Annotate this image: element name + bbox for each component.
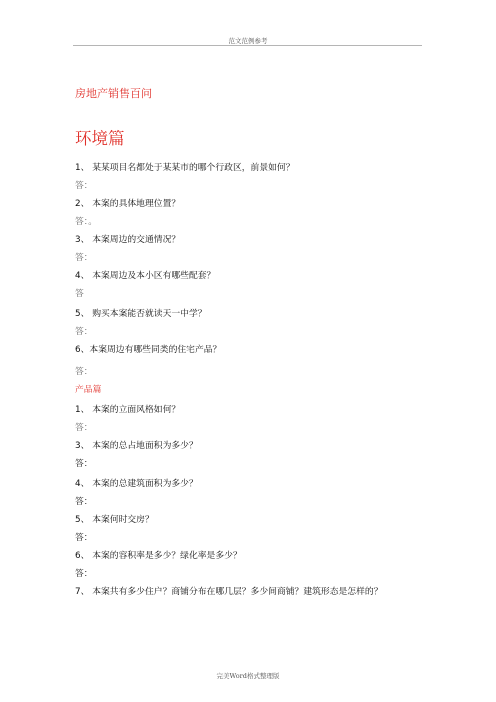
answer-line: 答： (75, 253, 93, 263)
question-line: 1、 本案的立面风格如何？ (75, 405, 181, 415)
answer-line: 答： (75, 533, 93, 543)
question-line: 6、 本案的容积率是多少？绿化率是多少？ (75, 551, 242, 561)
question-line: 6、本案周边有哪些同类的住宅产品？ (75, 345, 222, 355)
page-header: 范文范例参考 (228, 37, 268, 45)
answer-line: 答： (75, 569, 93, 579)
answer-line: 答： (75, 459, 93, 469)
question-line: 1、 某某项目名都处于某某市的哪个行政区，前景如何？ (75, 163, 295, 173)
document-title: 房地产销售百问 (75, 87, 152, 100)
question-line: 3、 本案的总占地面积为多少？ (75, 441, 198, 451)
question-line: 3、 本案周边的交通情况？ (75, 235, 181, 245)
question-line: 4、 本案周边及本小区有哪些配套？ (75, 271, 216, 281)
answer-line: 答： (75, 423, 93, 433)
section-title: 环境篇 (75, 129, 125, 148)
question-line: 2、 本案的具体地理位置？ (75, 199, 181, 209)
answer-line: 答： (75, 497, 93, 507)
header-divider (73, 45, 422, 46)
answer-line: 答：。 (75, 217, 97, 227)
answer-line: 答： (75, 327, 93, 337)
subsection-title: 产品篇 (75, 385, 102, 395)
question-line: 5、 本案何时交房？ (75, 515, 154, 525)
answer-line: 答： (75, 181, 93, 191)
answer-line: 答： (75, 367, 93, 377)
question-line: 7、 本案共有多少住户？商铺分布在哪几层？多少间商铺？建筑形态是怎样的？ (75, 587, 383, 597)
question-line: 5、 购买本案能否就读天一中学？ (75, 309, 207, 319)
answer-line: 答 (75, 289, 84, 299)
page-footer: 完美Word格式整理版 (216, 672, 280, 680)
question-line: 4、 本案的总建筑面积为多少？ (75, 479, 198, 489)
